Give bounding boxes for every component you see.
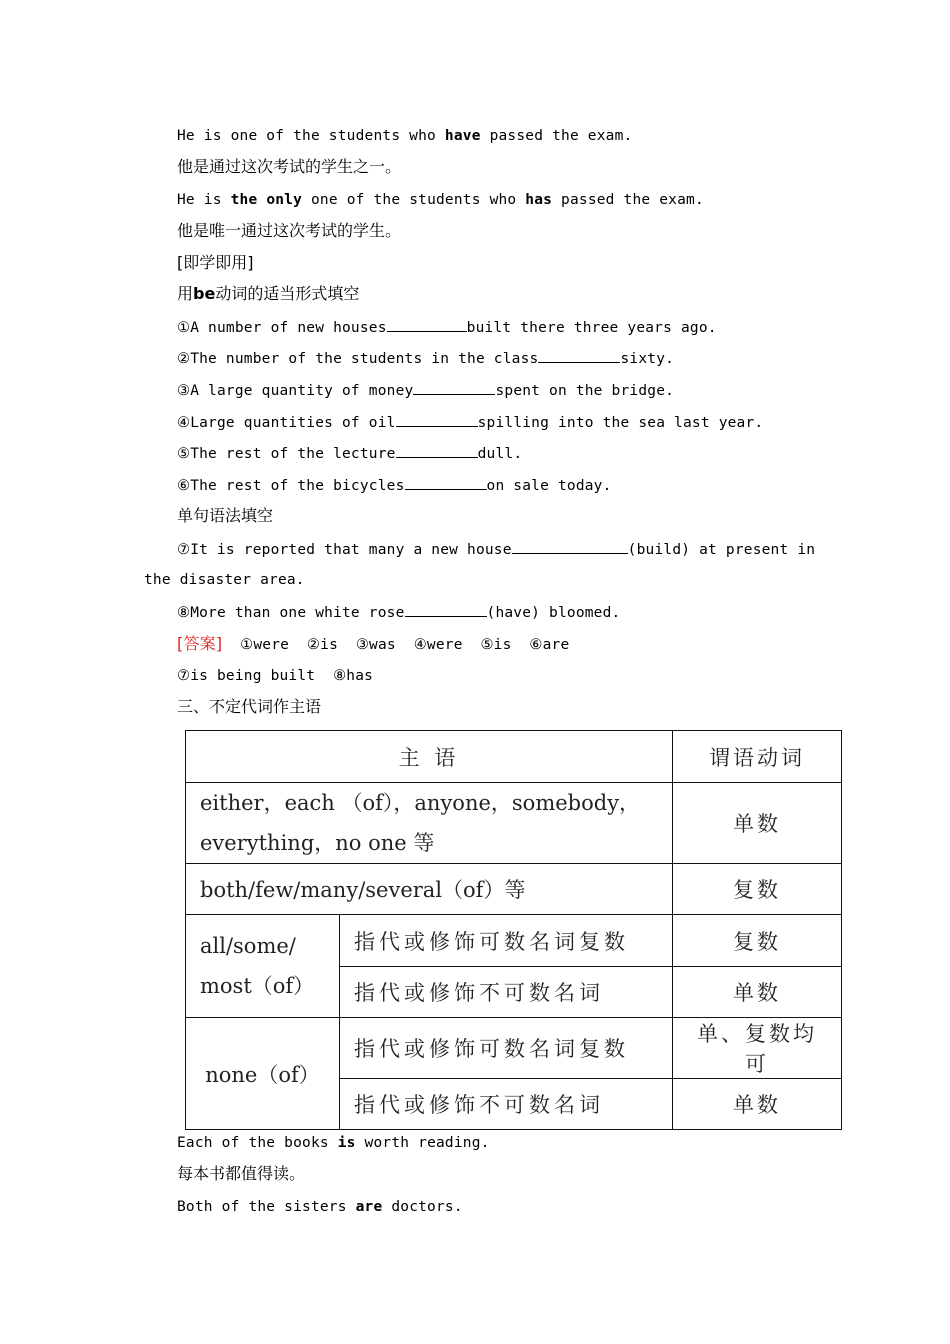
practice-heading: [即学即用] [177,253,254,272]
question-3: ③A large quantity of money spent on the bridge. [177,380,674,401]
row3a-predicate: 复数 [673,915,842,967]
example-translation-2: 他是唯一通过这次考试的学生。 [177,221,402,240]
row4-subject: none（of） [186,1018,340,1130]
table-row [186,864,842,915]
example-sentence-2: He is the only one of the students who has passed the exam. [177,192,704,208]
row3b-usage: 指代或修饰不可数名词 [340,967,673,1018]
row1-predicate: 单数 [673,783,842,864]
row4b-usage: 指代或修饰不可数名词 [340,1079,673,1130]
row2-subject: both/few/many/several（of）等 [186,864,673,915]
row4b-predicate: 单数 [673,1079,842,1130]
answer-blank[interactable] [512,539,628,554]
example-translation-1: 他是通过这次考试的学生之一。 [177,157,402,176]
header-subject: 主 语 [186,731,673,783]
table-header-row [186,731,842,783]
row2-predicate: 复数 [673,864,842,915]
example-sentence-3: Each of the books is worth reading. [177,1135,490,1151]
answer-blank[interactable] [387,317,467,332]
answer-blank[interactable] [396,412,478,427]
indefinite-pronoun-table [185,730,842,1130]
answer-label: [答案] [177,634,223,653]
example-translation-3: 每本书都值得读。 [177,1164,306,1183]
question-4: ④Large quantities of oil spilling into the sea last year. [177,412,763,433]
question-8: ⑧More than one white rose (have) bloomed. [177,602,620,623]
row4a-usage: 指代或修饰可数名词复数 [340,1018,673,1079]
answer-key-continued: ⑦is being built ⑧has [177,668,374,684]
section-heading: 三、不定代词作主语 [177,697,322,716]
row3b-predicate: 单数 [673,967,842,1018]
question-5: ⑤The rest of the lecture dull. [177,443,522,464]
practice-instruction: 用be动词的适当形式填空 [177,284,360,303]
row1-subject: either，each （of），anyone，somebody， everything，no one 等 [186,783,673,864]
answer-blank[interactable] [405,602,487,617]
table-row [186,1018,842,1079]
answer-blank[interactable] [405,475,487,490]
question-2: ②The number of the students in the class sixty. [177,348,674,369]
table-row [186,915,842,967]
question-7-continued: the disaster area. [144,572,305,588]
question-6: ⑥The rest of the bicycles on sale today. [177,475,612,496]
example-sentence-4: Both of the sisters are doctors. [177,1199,463,1215]
table-row [186,783,842,864]
header-predicate: 谓语动词 [673,731,842,783]
question-1: ①A number of new houses built there three years ago. [177,317,717,338]
answer-blank[interactable] [413,380,495,395]
grammar-fill-heading: 单句语法填空 [177,506,274,525]
example-sentence-1: He is one of the students who have passed the exam. [177,128,633,144]
row3a-usage: 指代或修饰可数名词复数 [340,915,673,967]
row3-subject: all/some/ most（of） [186,915,340,1018]
question-7: ⑦It is reported that many a new house (build) at present in [177,539,815,560]
row4a-predicate: 单、复数均可 [673,1018,842,1079]
answer-key: [答案] ①were ②is ③was ④were ⑤is ⑥are [177,634,570,653]
answer-blank[interactable] [396,443,478,458]
answer-blank[interactable] [538,348,620,363]
